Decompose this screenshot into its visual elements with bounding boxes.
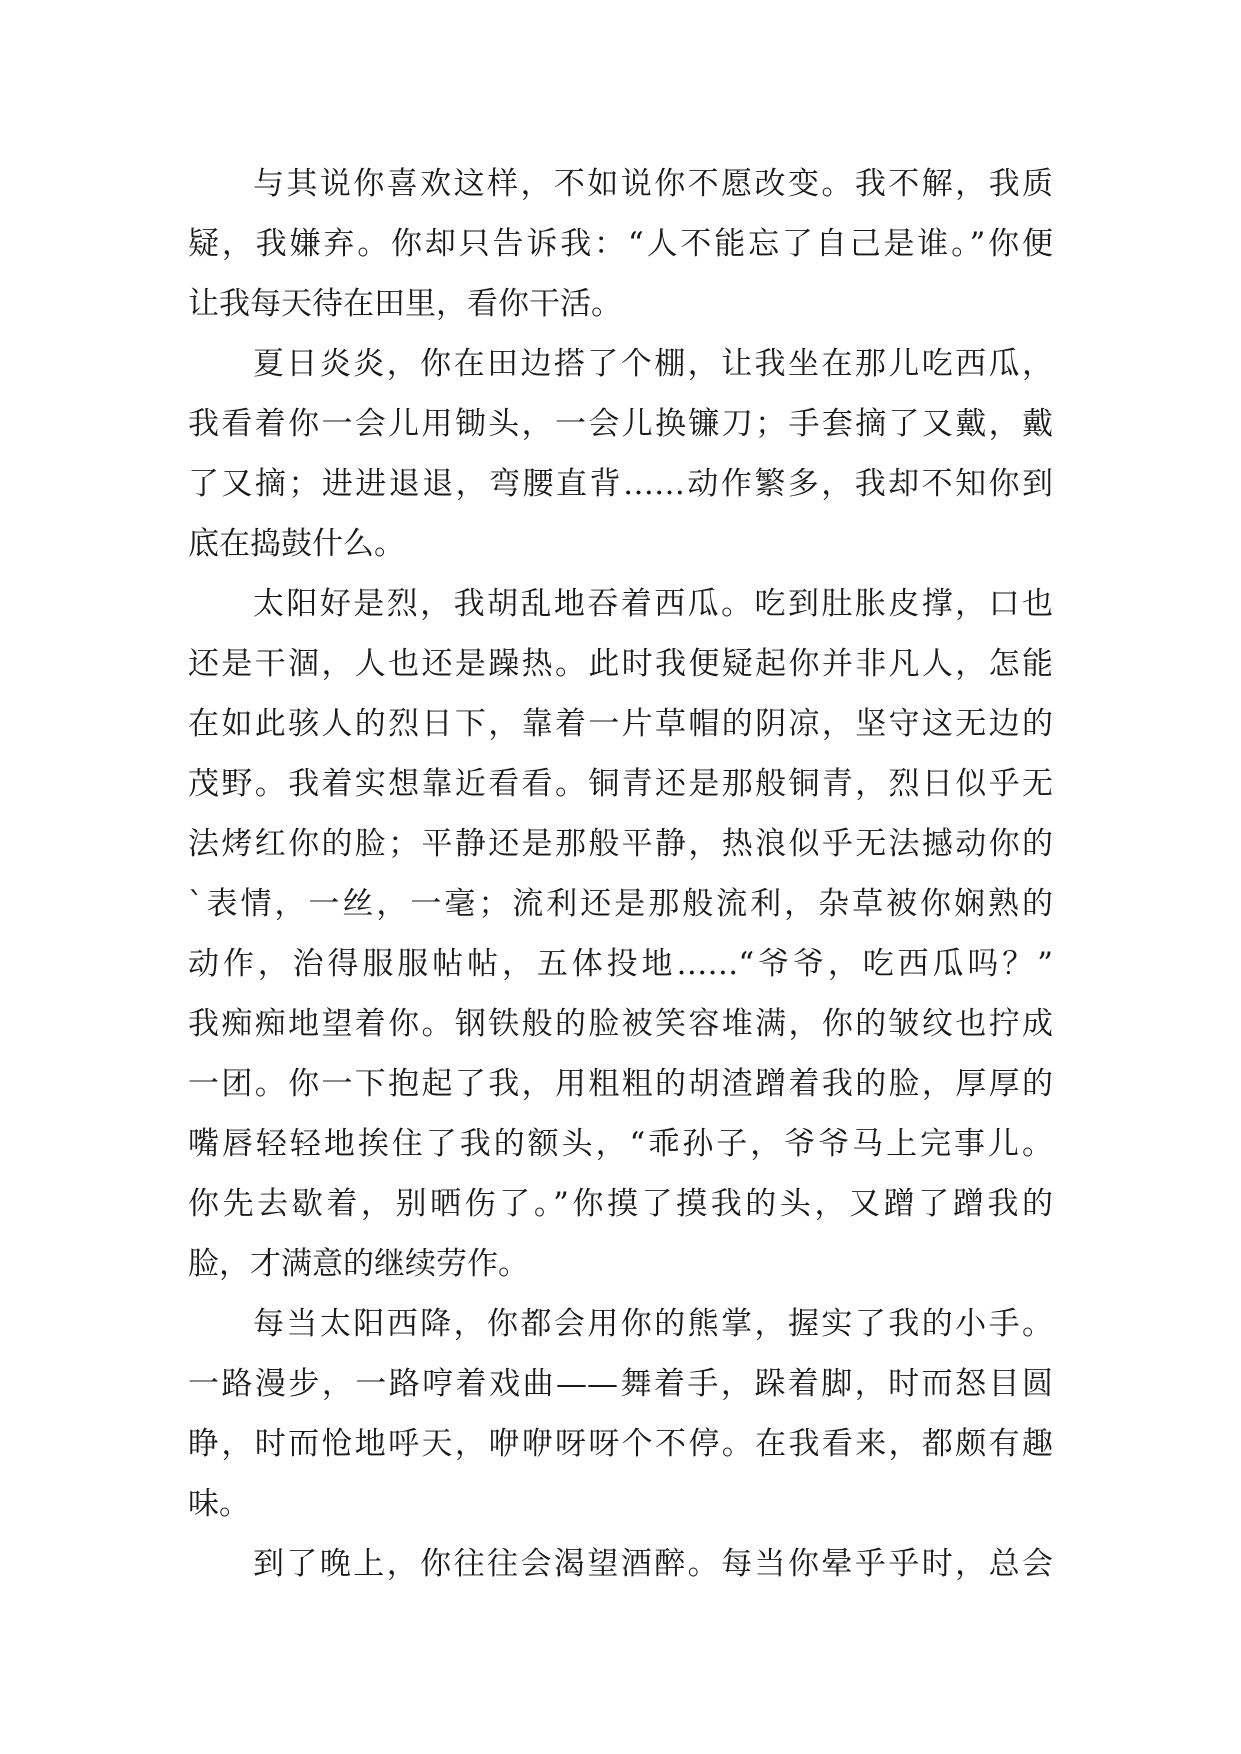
paragraph bbox=[188, 574, 1053, 1294]
text-line: 底在捣鼓什么。 bbox=[188, 526, 405, 562]
text-line: 我痴痴地望着你。钢铁般的脸被笑容堆满，你的皱纹也拧成 bbox=[188, 1006, 1053, 1042]
text-line: 与其说你喜欢这样，不如说你不愿改变。我不解，我质 bbox=[253, 166, 1053, 202]
text-line: 每当太阳西降，你都会用你的熊掌，握实了我的小手。 bbox=[253, 1306, 1053, 1342]
text-line: 茂野。我着实想靠近看看。铜青还是那般铜青，烈日似乎无 bbox=[188, 766, 1053, 802]
text-line: 味。 bbox=[188, 1486, 250, 1522]
text-line: 还是干涸，人也还是躁热。此时我便疑起你并非凡人，怎能 bbox=[188, 646, 1053, 682]
text-line: 疑，我嫌弃。你却只告诉我：“人不能忘了自己是谁。”你便 bbox=[188, 226, 1053, 262]
text-line: 你先去歇着，别晒伤了。”你摸了摸我的头，又蹭了蹭我的 bbox=[188, 1186, 1053, 1222]
text-line: 到了晚上，你往往会渴望酒醉。每当你晕乎乎时，总会 bbox=[253, 1546, 1053, 1582]
essay-body bbox=[188, 154, 1053, 1594]
text-line: 一路漫步，一路哼着戏曲——舞着手，跺着脚，时而怒目圆 bbox=[188, 1366, 1053, 1402]
text-line: 了又摘；进进退退，弯腰直背……动作繁多，我却不知你到 bbox=[188, 466, 1053, 502]
text-line: 动作，治得服服帖帖，五体投地……“爷爷，吃西瓜吗？” bbox=[188, 946, 1053, 982]
text-line: 睁，时而怆地呼天，咿咿呀呀个不停。在我看来，都颇有趣 bbox=[188, 1426, 1053, 1462]
paragraph bbox=[188, 1294, 1053, 1534]
text-line: 在如此骇人的烈日下，靠着一片草帽的阴凉，坚守这无边的 bbox=[188, 706, 1053, 742]
text-line: 一团。你一下抱起了我，用粗粗的胡渣蹭着我的脸，厚厚的 bbox=[188, 1066, 1053, 1102]
paragraph bbox=[188, 154, 1053, 334]
text-line: 让我每天待在田里，看你干活。 bbox=[188, 286, 622, 322]
text-line: 脸，才满意的继续劳作。 bbox=[188, 1246, 529, 1282]
text-line: 法烤红你的脸；平静还是那般平静，热浪似乎无法撼动你的 bbox=[188, 826, 1053, 862]
paragraph bbox=[188, 334, 1053, 574]
text-line: 我看着你一会儿用锄头，一会儿换镰刀；手套摘了又戴，戴 bbox=[188, 406, 1053, 442]
text-line: 太阳好是烈，我胡乱地吞着西瓜。吃到肚胀皮撑，口也 bbox=[253, 586, 1053, 622]
text-line: `表情，一丝，一毫；流利还是那般流利，杂草被你娴熟的 bbox=[188, 886, 1053, 922]
text-line: 嘴唇轻轻地挨住了我的额头，“乖孙子，爷爷马上完事儿。 bbox=[188, 1126, 1053, 1162]
text-line: 夏日炎炎，你在田边搭了个棚，让我坐在那儿吃西瓜， bbox=[253, 346, 1053, 382]
paragraph bbox=[188, 1534, 1053, 1594]
